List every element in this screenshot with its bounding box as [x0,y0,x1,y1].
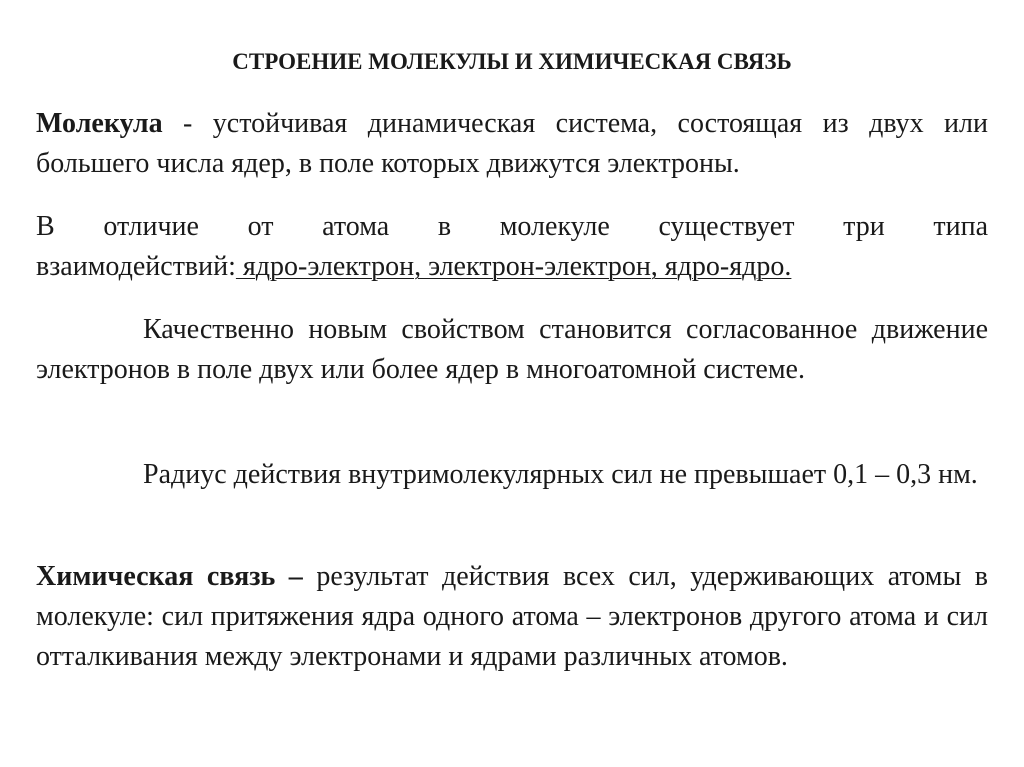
term-molecule: Молекула [36,108,163,139]
chemical-bond-definition-text: результат действия всех сил, удерживающих атомы в молекуле: сил притяжения ядра одного атома – электронов другого атома и сил отталкивания между электронами и ядрами различных атомов. [36,561,989,672]
interaction-types-list: ядро-электрон, электрон-электрон, ядро-ядро. [235,251,792,282]
molecule-definition-text: - устойчивая динамическая система, состоящая из двух или большего числа ядер, в поле которых движутся электроны. [36,108,988,179]
paragraph-chemical-bond-definition [36,557,988,677]
interaction-types-line1: В отличие от атома в молекуле существует три типа [36,211,988,242]
paragraph-electron-motion [36,310,988,390]
paragraph-interaction-types [36,207,988,287]
page-title: СТРОЕНИЕ МОЛЕКУЛЫ И ХИМИЧЕСКАЯ СВЯЗЬ [232,49,792,74]
interaction-types-lead: взаимодействий: [36,251,236,282]
paragraph-force-radius [36,455,988,495]
electron-motion-text: Качественно новым свойством становится согласованное движение электронов в поле двух или более ядер в многоатомной системе. [36,314,988,385]
term-chemical-bond: Химическая связь – [36,561,303,592]
force-radius-text: Радиус действия внутримолекулярных сил не превышает 0,1 – 0,3 нм. [143,459,978,490]
paragraph-molecule-definition [36,104,988,184]
